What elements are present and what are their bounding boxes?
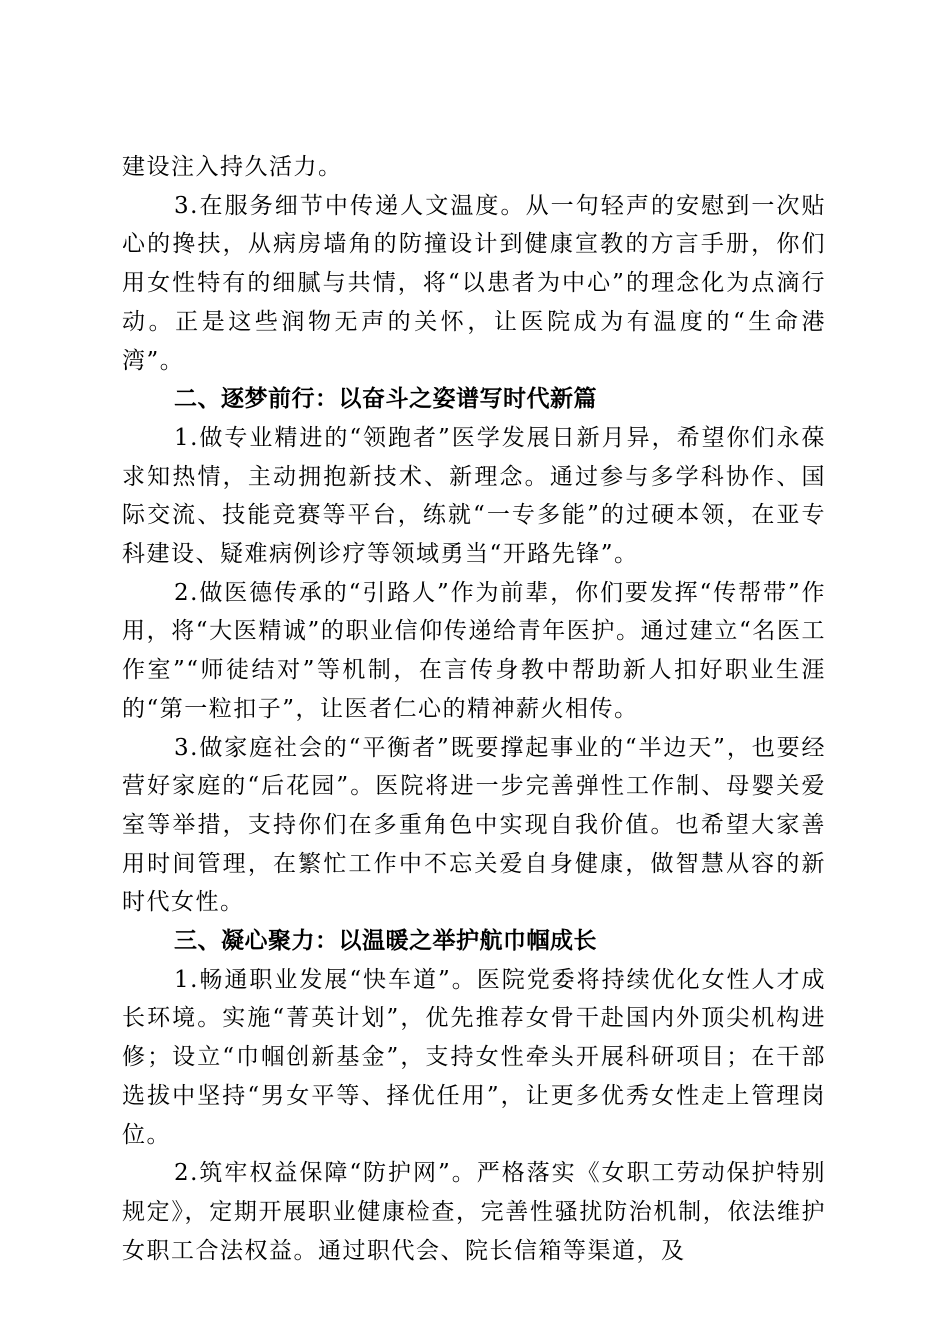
paragraph-item-3-humanistic-warmth: 3.在服务细节中传递人文温度。从一句轻声的安慰到一次贴心的搀扶，从病房墙角的防撞设计到健康宣教的方言手册，你们用女性特有的细腻与共情，将“以患者为中心”的理念化为点滴行动。正是这些润物无声的关怀，让医院成为有温度的“生命港湾”。 — [122, 192, 826, 374]
paragraph-item-1-professional: 1.做专业精进的“领跑者”医学发展日新月异，希望你们永葆求知热情，主动拥抱新技术、新理念。通过参与多学科协作、国际交流、技能竞赛等平台，练就“一专多能”的过硬本领，在亚专科建设、疑难病例诊疗等领域勇当“开路先锋”。 — [122, 424, 826, 568]
document-body — [122, 148, 826, 1270]
paragraph-item-3-balance: 3.做家庭社会的“平衡者”既要撑起事业的“半边天”，也要经营好家庭的“后花园”。医院将进一步完善弹性工作制、母婴关爱室等举措，支持你们在多重角色中实现自我价值。也希望大家善用时间管理，在繁忙工作中不忘关爱自身健康，做智慧从容的新时代女性。 — [122, 734, 826, 916]
paragraph-item-2-rights: 2.筑牢权益保障“防护网”。严格落实《女职工劳动保护特别规定》，定期开展职业健康检查，完善性骚扰防治机制，依法维护女职工合法权益。通过职代会、院长信箱等渠道，及 — [122, 1160, 826, 1264]
section-heading-2: 二、逐梦前行：以奋斗之姿谱写时代新篇 — [174, 386, 597, 413]
paragraph-item-1-career: 1.畅通职业发展“快车道”。医院党委将持续优化女性人才成长环境。实施“菁英计划”，优先推荐女骨干赴国内外顶尖机构进修；设立“巾帼创新基金”，支持女性牵头开展科研项目；在干部选拔中坚持“男女平等、择优任用”，让更多优秀女性走上管理岗位。 — [122, 966, 826, 1148]
paragraph-item-2-mentor: 2.做医德传承的“引路人”作为前辈，你们要发挥“传帮带”作用，将“大医精诚”的职业信仰传递给青年医护。通过建立“名医工作室”“师徒结对”等机制，在言传身教中帮助新人扣好职业生涯的“第一粒扣子”，让医者仁心的精神薪火相传。 — [122, 579, 826, 722]
section-heading-3: 三、凝心聚力：以温暖之举护航巾帼成长 — [174, 928, 597, 955]
paragraph-continuation: 建设注入持久活力。 — [122, 154, 343, 180]
